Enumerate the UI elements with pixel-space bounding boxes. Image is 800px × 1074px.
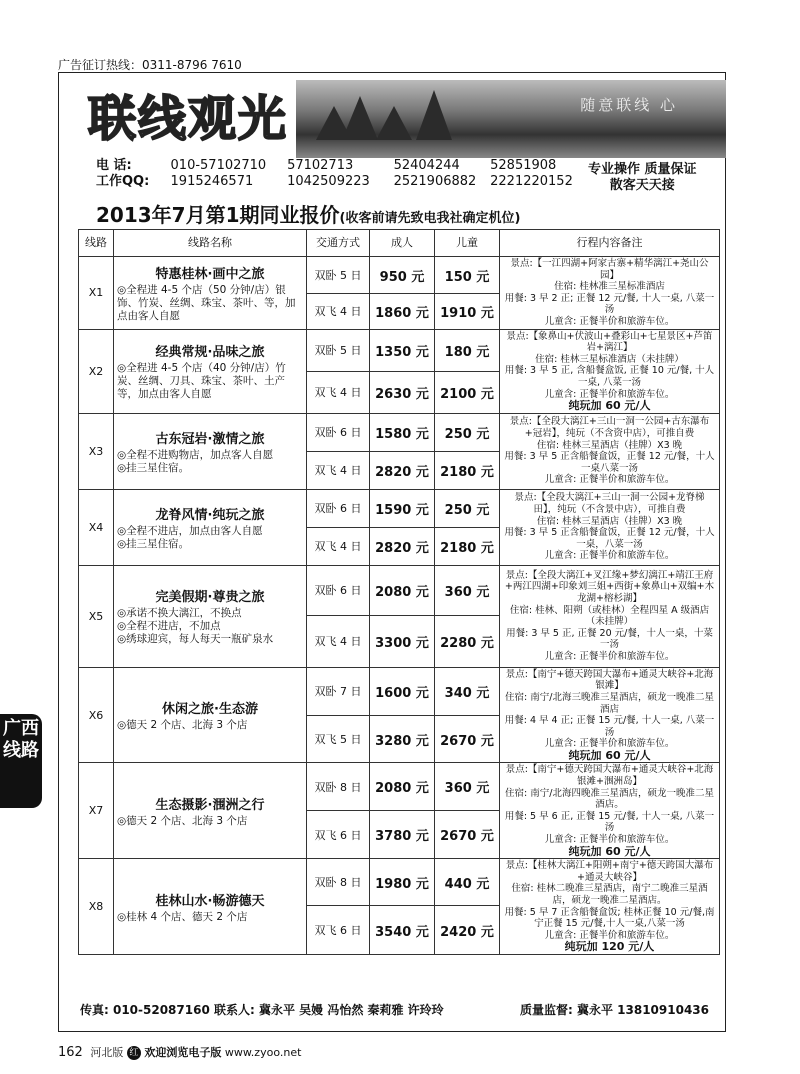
route-code: X2 [79, 329, 114, 413]
itinerary-text: 景点:【桂林大漓江+阳朔+南宁+德天跨国大瀑布+通灵大峡谷】 住宿: 桂林二晚准三星酒店，南宁二晚准三星酒店，硕龙一晚准二星酒店。 用餐: 5 早 7 正含船餐盒饭; 桂林正餐 10 元/餐,南宁正餐 15 元/餐,十人一桌,八菜一汤 儿童含: 正餐半价和旅游车位。 [504, 860, 715, 941]
pure-tour-surcharge: 纯玩加 60 元/人 [568, 844, 651, 858]
itinerary-notes [500, 859, 720, 955]
child-price: 360 元 [435, 763, 500, 811]
quality-assurance [588, 162, 697, 194]
transport-mode: 双飞 6 日 [307, 906, 370, 955]
transport-mode: 双卧 6 日 [307, 489, 370, 527]
phone-number: 52404244 [393, 158, 460, 173]
table-row [79, 763, 720, 811]
route-name: 龙脊风情·纯玩之旅 [155, 507, 265, 523]
itinerary-notes [500, 565, 720, 667]
route-code: X3 [79, 413, 114, 489]
qq-number: 1915246571 [170, 174, 254, 189]
transport-mode: 双飞 4 日 [307, 615, 370, 667]
itinerary-text: 景点:【全段大漓江+三山一洞一公园+古东瀑布+冠岩】，纯玩（不含资中店），可推自费 住宿: 桂林三星酒店（挂牌）X3 晚 用餐: 3 早 5 正含船餐盒饭，正餐 12 元/餐，十人一桌八菜一汤 儿童含: 正餐半价和旅游车位。 [504, 416, 715, 486]
route-description: ◎全程进 4-5 个店（50 分钟/店）银饰、竹炭、丝绸、珠宝、茶叶、等，加点由客人自愿 [117, 283, 296, 322]
route-cell [114, 763, 307, 859]
transport-mode: 双卧 5 日 [307, 257, 370, 294]
scenery-banner [296, 80, 726, 158]
fax-and-contacts: 传真: 010-52087160 联系人: 冀永平 吴嫚 冯怡然 秦莉雅 许玲玲 [80, 1003, 444, 1017]
table-row [79, 565, 720, 615]
itinerary-notes [500, 489, 720, 565]
child-price: 440 元 [435, 859, 500, 906]
itinerary-notes [500, 329, 720, 413]
adult-price: 3780 元 [370, 811, 435, 859]
footer-contacts [80, 1001, 710, 1018]
child-price: 2180 元 [435, 527, 500, 565]
page-number: 162 [58, 1045, 83, 1060]
page-title [96, 199, 520, 228]
qq-number: 2221220152 [490, 174, 573, 189]
table-row [79, 859, 720, 906]
transport-mode: 双飞 6 日 [307, 811, 370, 859]
adult-price: 3300 元 [370, 615, 435, 667]
headline-note: (收客前请先致电我社确定机位) [339, 211, 521, 226]
table-row [79, 257, 720, 294]
hill-shape [376, 106, 412, 140]
transport-mode: 双卧 8 日 [307, 763, 370, 811]
route-code: X7 [79, 763, 114, 859]
route-code: X6 [79, 667, 114, 763]
route-cell [114, 565, 307, 667]
route-cell [114, 329, 307, 413]
adult-price: 2630 元 [370, 371, 435, 413]
route-cell [114, 413, 307, 489]
transport-mode: 双卧 6 日 [307, 565, 370, 615]
child-price: 2280 元 [435, 615, 500, 667]
phone-number: 010-57102710 [170, 158, 267, 173]
child-price: 180 元 [435, 329, 500, 371]
route-code: X5 [79, 565, 114, 667]
publisher-logo-icon: 红 [127, 1046, 141, 1060]
transport-mode: 双卧 8 日 [307, 859, 370, 906]
route-description: ◎德天 2 个店、北海 3 个店 [117, 719, 248, 732]
assure-line: 散客天天接 [609, 178, 675, 193]
child-price: 250 元 [435, 489, 500, 527]
adult-price: 2820 元 [370, 451, 435, 489]
col-header-child: 儿童 [435, 230, 500, 257]
col-header-itinerary: 行程内容备注 [500, 230, 720, 257]
route-description: ◎德天 2 个店、北海 3 个店 [117, 814, 248, 827]
edition-label: 河北版 [90, 1046, 124, 1059]
website-link[interactable]: www.zyoo.net [224, 1046, 302, 1059]
child-price: 2100 元 [435, 371, 500, 413]
assure-line: 专业操作 质量保证 [588, 162, 697, 177]
headline-title: 2013年7月第1期同业报价 [96, 203, 340, 227]
child-price: 340 元 [435, 667, 500, 715]
quality-supervisor: 质量监督: 冀永平 13810910436 [520, 1003, 710, 1017]
col-header-route: 线路名称 [114, 230, 307, 257]
table-header-row [79, 230, 720, 257]
sidetab-line: 广西 [3, 718, 39, 739]
child-price: 150 元 [435, 257, 500, 294]
welcome-text: 欢迎浏览电子版 [144, 1046, 222, 1059]
brand-logo: 联线观光 [88, 91, 289, 147]
route-description: ◎全程不进购物店，加点客人自愿 ◎挂三星住宿。 [117, 448, 274, 474]
hill-shape [342, 96, 378, 140]
route-code: X4 [79, 489, 114, 565]
phone-number: 52851908 [490, 158, 557, 173]
adult-price: 2080 元 [370, 763, 435, 811]
transport-mode: 双飞 5 日 [307, 715, 370, 763]
adult-price: 1580 元 [370, 413, 435, 451]
child-price: 2420 元 [435, 906, 500, 955]
sidetab-line: 线路 [3, 740, 39, 761]
qq-number: 1042509223 [287, 174, 370, 189]
itinerary-text: 景点:【象鼻山+伏波山+叠彩山+七星景区+芦笛岩+漓江】 住宿: 桂林三星标准酒店（未挂牌） 用餐: 3 早 5 正, 含船餐盒饭, 正餐 10 元/餐, 十人一桌, 八菜一汤 儿童含: 正餐半价和旅游车位。 [504, 330, 715, 400]
table-row [79, 413, 720, 451]
route-code: X8 [79, 859, 114, 955]
itinerary-text: 景点:【全段大漓江+叉江缘+梦幻漓江+靖江王府+两江四湖+印象刘三姐+西街+象鼻山+双编+木龙湖+榕杉湖】 住宿: 桂林、阳朔（或桂林）全程四星 A 级酒店（未挂牌） 用餐: 3 早 5 正, 正餐 20 元/餐，十人一桌，十菜一汤 儿童含: 正餐半价和旅游车位。 [504, 569, 715, 662]
table-row [79, 329, 720, 371]
transport-mode: 双飞 4 日 [307, 451, 370, 489]
table-row [79, 667, 720, 715]
route-name: 生态摄影·涠洲之行 [155, 797, 265, 813]
itinerary-text: 景点:【南宁+德天跨国大瀑布+通灵大峡谷+北海银滩+涠洲岛】 住宿: 南宁/北海四晚准三星酒店，硕龙一晚准二星酒店。 用餐: 5 早 6 正, 正餐 15 元/餐, 十人一桌, 八菜一汤 儿童含: 正餐半价和旅游车位。 [504, 764, 715, 846]
route-name: 桂林山水·畅游德天 [155, 893, 265, 909]
itinerary-text: 景点:【一江四湖+阿家古寨+精华漓江+尧山公园】 住宿: 桂林准三星标准酒店 用餐: 3 早 2 正; 正餐 12 元/餐, 十人一桌, 八菜一汤 儿童含: 正餐半价和旅游车位。 [504, 258, 715, 327]
qq-label: 工作QQ: [96, 174, 150, 189]
contact-block [96, 158, 585, 190]
col-header-transport: 交通方式 [307, 230, 370, 257]
route-name: 休闲之旅·生态游 [162, 702, 258, 718]
route-name: 经典常规·品味之旅 [155, 345, 265, 361]
transport-mode: 双卧 5 日 [307, 329, 370, 371]
qq-number: 2521906882 [393, 174, 477, 189]
section-tab-guangxi [0, 714, 42, 808]
route-description: ◎全程进 4-5 个店（40 分钟/店）竹炭、丝绸、刀具、珠宝、茶叶、土产等，加点由客人自愿 [117, 362, 286, 401]
child-price: 2670 元 [435, 715, 500, 763]
phone-number: 57102713 [287, 158, 354, 173]
route-cell [114, 489, 307, 565]
child-price: 250 元 [435, 413, 500, 451]
adult-price: 1600 元 [370, 667, 435, 715]
route-cell [114, 257, 307, 330]
hill-shape [416, 90, 452, 140]
transport-mode: 双飞 4 日 [307, 527, 370, 565]
pure-tour-surcharge: 纯玩加 60 元/人 [568, 399, 651, 413]
adult-price: 3280 元 [370, 715, 435, 763]
itinerary-notes [500, 257, 720, 330]
transport-mode: 双卧 6 日 [307, 413, 370, 451]
pure-tour-surcharge: 纯玩加 60 元/人 [568, 748, 651, 762]
adult-price: 2080 元 [370, 565, 435, 615]
itinerary-notes [500, 413, 720, 489]
itinerary-text: 景点:【全段大漓江+三山一洞一公园+龙脊梯田】，纯玩（不含景中店），可推自费 住宿: 桂林三星酒店（挂牌）X3 晚 用餐: 3 早 5 正含船餐盒饭，正餐 12 元/餐，十人一桌，八菜一汤 儿童含: 正餐半价和旅游车位。 [504, 492, 715, 562]
ad-hotline: 广告征订热线：0311-8796 7610 [58, 58, 242, 72]
itinerary-notes [500, 763, 720, 859]
transport-mode: 双飞 4 日 [307, 371, 370, 413]
route-name: 特惠桂林·画中之旅 [155, 266, 265, 282]
route-code: X1 [79, 257, 114, 330]
route-name: 古东冠岩·激情之旅 [155, 431, 265, 447]
child-price: 1910 元 [435, 294, 500, 329]
itinerary-notes [500, 667, 720, 763]
adult-price: 1980 元 [370, 859, 435, 906]
transport-mode: 双卧 7 日 [307, 667, 370, 715]
route-description: ◎桂林 4 个店、德天 2 个店 [117, 910, 248, 923]
adult-price: 1590 元 [370, 489, 435, 527]
pure-tour-surcharge: 纯玩加 120 元/人 [564, 940, 655, 954]
quote-table [78, 229, 720, 955]
route-cell [114, 859, 307, 955]
child-price: 2670 元 [435, 811, 500, 859]
adult-price: 1860 元 [370, 294, 435, 329]
route-name: 完美假期·尊贵之旅 [155, 590, 265, 606]
child-price: 2180 元 [435, 451, 500, 489]
quote-table-body [79, 257, 720, 955]
page-footer [58, 1044, 301, 1060]
adult-price: 950 元 [370, 257, 435, 294]
phone-label: 电 话: [96, 158, 132, 173]
route-description: ◎全程不进店，加点由客人自愿 ◎挂三星住宿。 [117, 524, 263, 550]
col-header-code: 线路 [79, 230, 114, 257]
table-row [79, 489, 720, 527]
adult-price: 2820 元 [370, 527, 435, 565]
child-price: 360 元 [435, 565, 500, 615]
col-header-adult: 成人 [370, 230, 435, 257]
route-cell [114, 667, 307, 763]
banner-slogan: 随意联线 心 [580, 96, 678, 114]
adult-price: 3540 元 [370, 906, 435, 955]
itinerary-text: 景点:【南宁+德天跨国大瀑布+通灵大峡谷+北海银滩】 住宿: 南宁/北海三晚准三星酒店，硕龙一晚准二星酒店 用餐: 4 早 4 正; 正餐 15 元/餐, 十人一桌, 八菜一汤 儿童含: 正餐半价和旅游车位。 [504, 668, 715, 750]
transport-mode: 双飞 4 日 [307, 294, 370, 329]
route-description: ◎承诺不换大漓江，不换点 ◎全程不进店，不加点 ◎绣球迎宾，每人每天一瓶矿泉水 [117, 607, 274, 646]
adult-price: 1350 元 [370, 329, 435, 371]
